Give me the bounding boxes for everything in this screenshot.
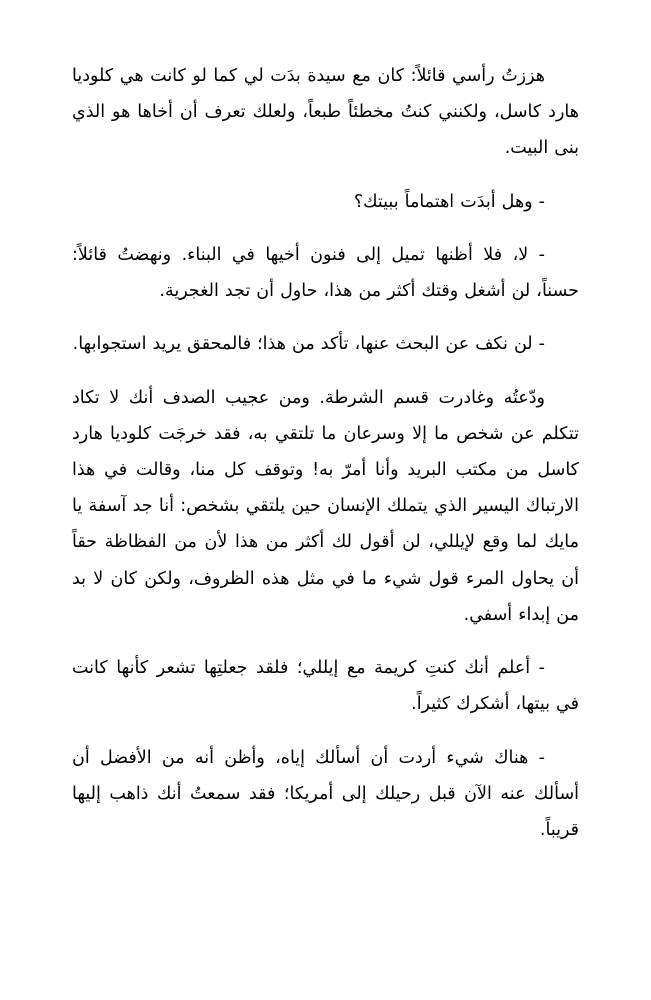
- paragraph: - وهل أبدَت اهتماماً ببيتك؟: [353, 191, 545, 212]
- page-body: [72, 58, 579, 848]
- paragraph: هززتُ رأسي قائلاً: كان مع سيدة بدَت لي كما لو كانت هي كلوديا هارد كاسل، ولكنني كنتُ مخطئاً طبعاً، ولعلك تعرف أن أخاها هو الذي بنى البيت.: [72, 66, 579, 159]
- paragraph: - لا، فلا أظنها تميل إلى فنون أخيها في البناء. ونهضتُ قائلاً: حسناً، لن أشغل وقتك أكثر من هذا، حاول أن تجد الغجرية.: [72, 244, 579, 302]
- paragraph: - لن نكف عن البحث عنها، تأكد من هذا؛ فالمحقق يريد استجوابها.: [72, 334, 545, 355]
- paragraph: - هناك شيء أردت أن أسألك إياه، وأظن أنه من الأفضل أن أسألك عنه الآن قبل رحيلك إلى أمريكا؛ فقد سمعتُ أنك ذاهب إليها قريباً.: [72, 747, 579, 840]
- paragraph: - أعلم أنك كنتِ كريمة مع إيللي؛ فلقد جعلتِها تشعر كأنها كانت في بيتها، أشكرك كثيراً.: [72, 658, 579, 715]
- paragraph: ودّعتُه وغادرت قسم الشرطة. ومن عجيب الصدف أنك لا تكاد تتكلم عن شخص ما إلا وسرعان ما تلتقي به، فقد خرجَت كلوديا هارد كاسل من مكتب البريد وأنا أمرّ به! وتوقف كل منا، وقالت في هذا الارتباك اليسير الذي يتملك الإنسان حين يلتقي بشخص: أنا جد آسفة يا مايك لما وقع لإيللي، لن أقول لك أكثر من هذا لأن من الفظاظة حقاً أن يحاول المرء قول شيء ما في مثل هذه الظروف، ولكن كان لا بد من إبداء أسفي.: [72, 387, 579, 625]
